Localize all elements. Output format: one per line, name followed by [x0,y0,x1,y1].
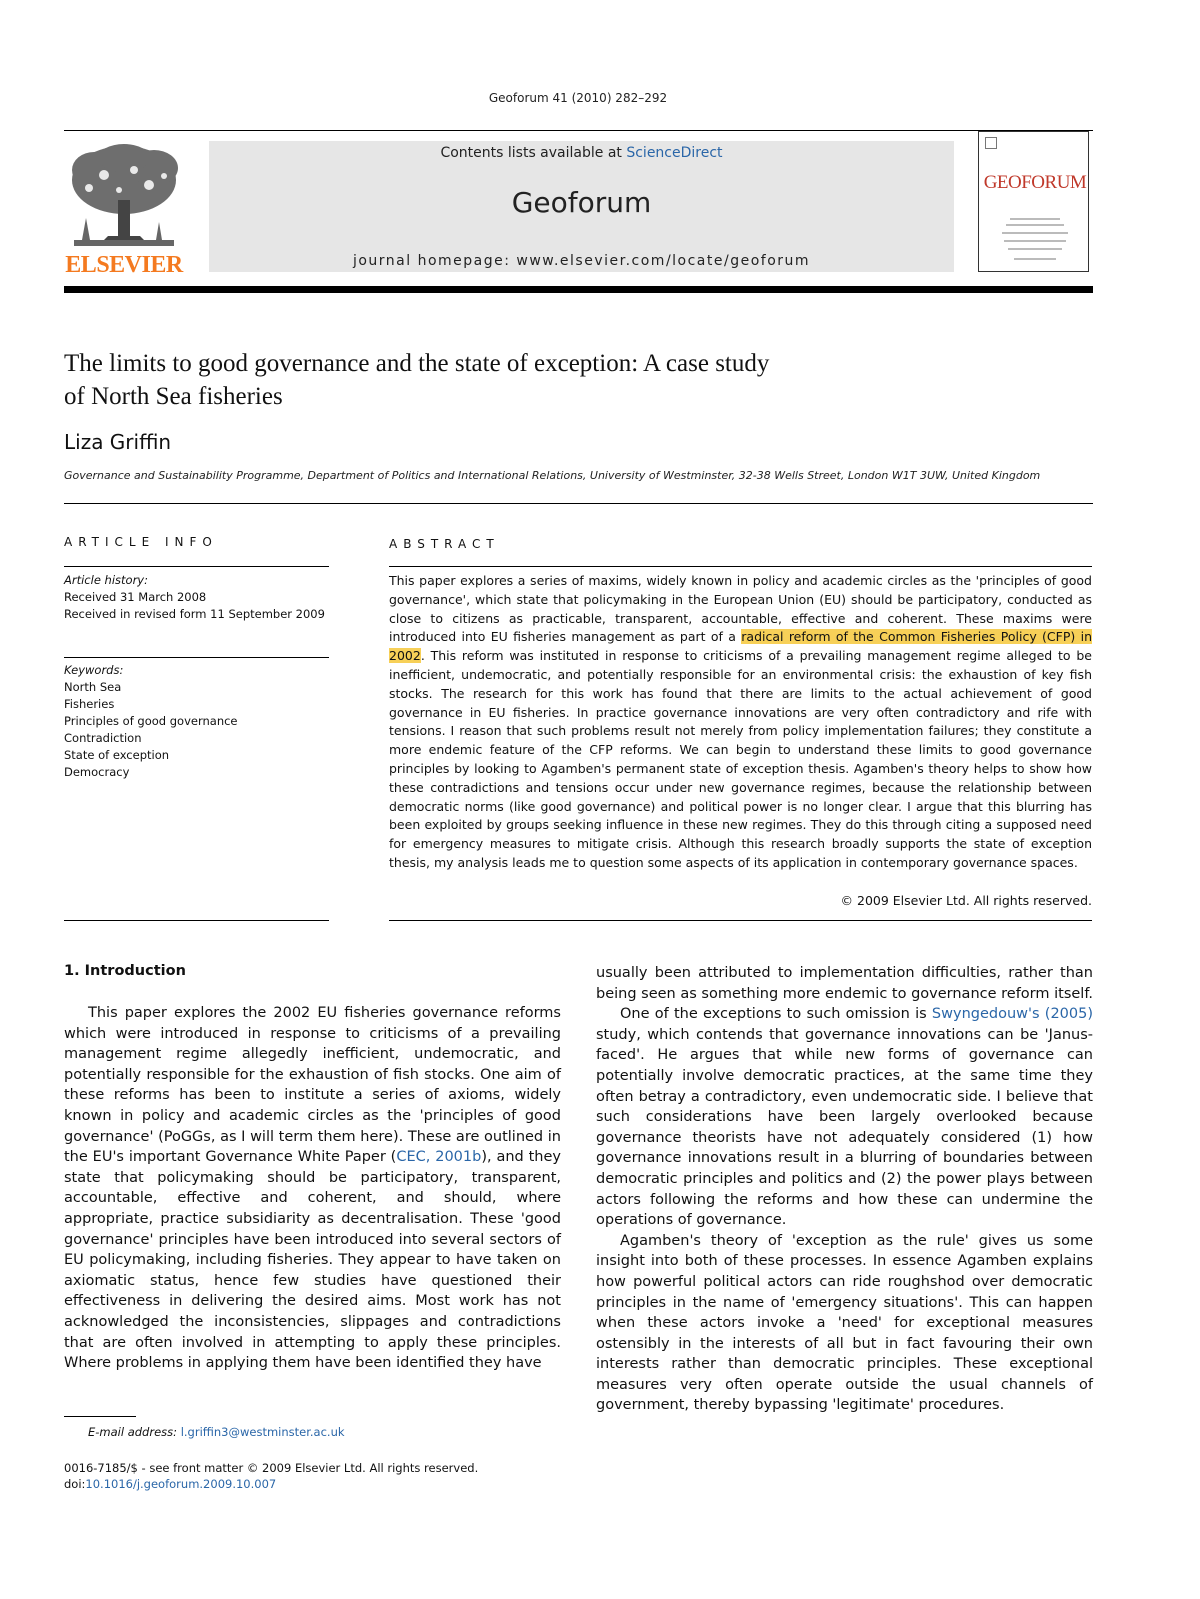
cover-text-line [1006,224,1064,226]
article-title-line: of North Sea fisheries [64,383,283,410]
article-info-bottom-rule [64,920,329,921]
keywords-rule [64,657,329,658]
keyword-item: North Sea [64,680,122,694]
abstract-highlight[interactable]: radical reform of the Common Fisheries Policy (CFP) in 2002 [389,629,1092,664]
article-info-rule [64,566,329,567]
body-paragraph: Agamben's theory of 'exception as the rule' gives us some insight into both of these processes. In essence Agamben explains how powerful political actors can ride roughshod over democratic principles in the name of 'emergency situations'. This can happen when these actors invoke a 'need' for exceptional measures ostensibly in the interests of all but in fact favouring their own interests rather than democratic principles. These exceptional measures very often operate outside the usual channels of government, thereby bypassing 'legitimate' procedures. [596,1232,1093,1414]
cover-text-line [1014,258,1056,260]
body-paragraph [64,1003,561,1374]
contents-available-line [209,145,954,161]
abstract-rule [389,566,1092,567]
journal-homepage[interactable]: journal homepage: www.elsevier.com/locate/geoforum [352,253,811,269]
cover-text-line [1008,248,1062,250]
author-affiliation: Governance and Sustainability Programme, Department of Politics and International Relations, University of Westminster, 32-38 Wells Street, London W1T 3UW, United Kingdom [64,469,1041,482]
abstract-text-part: This paper explores a series of maxims, widely known in policy and academic circles as the 'principles of good governance', which state that policymaking in the European Union (EU) should be participatory, conducted as close to citizens as practicable, transparent, accountable, effective and coherent. These maxims were introduced into EU fisheries management as part of a [389,573,1092,645]
doi-line [64,1477,276,1491]
abstract-heading: ABSTRACT [389,537,500,551]
cover-text-line [1002,232,1068,234]
email-label: E-mail address: [88,1425,178,1439]
citation-link-swyngedouw[interactable]: Swyngedouw's (2005) [931,1006,1094,1023]
keyword-item: Democracy [64,765,130,779]
author-email-footnote [88,1425,345,1439]
top-rule [64,130,1093,131]
keywords-label: Keywords: [64,663,124,677]
body-paragraph [596,1004,1093,1231]
citation-link-cec[interactable]: CEC, 2001b [396,1149,482,1166]
article-history [64,572,339,623]
paragraph-text: ), and they state that policymaking should be participatory, transparent, accountable, effective and coherent, and should, where appropriate, practice subsidiarity as decentralisation. These 'good governance' principles have been introduced into several sectors of EU policymaking, including fisheries. They appear to have taken on axiomatic status, hence few studies have questioned their effectiveness in delivering the desired aims. Most work has not acknowledged the inconsistencies, slippages and contradictions that are often involved in attempting to apply these principles. Where problems in applying them have been identified they have [64,1149,561,1372]
cover-text-line [1004,240,1066,242]
article-author: Liza Griffin [64,430,172,454]
journal-name: Geoforum [511,186,652,219]
author-email-link[interactable]: l.griffin3@westminster.ac.uk [180,1425,345,1439]
contents-prefix: Contents lists available at [440,145,627,161]
article-info-heading: ARTICLE INFO [64,535,218,549]
introduction-heading: 1. Introduction [64,963,186,979]
paragraph-text: This paper explores the 2002 EU fisheries governance reforms which were introduced in response to criticisms of a prevailing management regime allegedly inefficient, undemocratic, and potentially responsible for the exhaustion of fish stocks. One aim of these reforms has been to institute a series of axioms, widely known in policy and academic circles as the 'principles of good governance' (PoGGs, as I will term them here). These are outlined in the EU's important Governance White Paper ( [64,1005,561,1166]
doi-link[interactable]: 10.1016/j.geoforum.2009.10.007 [85,1477,277,1491]
paragraph-text: study, which contends that governance innovations can be 'Janus-faced'. He argues that while new forms of governance can potentially involve democratic practices, at the same time they often betray a contradictory, even undemocratic side. I believe that such considerations have been largely overlooked because governance theorists have not adequately considered (1) how governance innovations result in a blurring of boundaries between democratic principles and politics and (2) the power plays between actors following the reforms and how these can undermine the operations of governance. [596,1026,1093,1229]
paragraph-text: One of the exceptions to such omission is [620,1006,932,1023]
article-title [64,347,1024,413]
elsevier-wordmark: ELSEVIER [65,252,183,278]
keywords-list [64,662,339,781]
body-column-right [596,963,1093,1416]
keyword-item: Contradiction [64,731,142,745]
body-paragraph-continued: usually been attributed to implementation difficulties, rather than being seen as something more endemic to governance reform itself. [596,965,1093,1002]
article-title-line: The limits to good governance and the state of exception: A case study [64,350,770,377]
keyword-item: Fisheries [64,697,115,711]
revised-date: Received in revised form 11 September 2009 [64,607,325,621]
journal-citation: Geoforum 41 (2010) 282–292 [488,91,668,105]
doi-label: doi: [64,1477,86,1491]
abstract-bottom-rule [389,920,1092,921]
abstract-text [389,572,1092,873]
received-date: Received 31 March 2008 [64,590,207,604]
front-matter-note: 0016-7185/$ - see front matter © 2009 Elsevier Ltd. All rights reserved. [64,1461,479,1475]
header-thick-rule [64,286,1093,293]
abstract-copyright: © 2009 Elsevier Ltd. All rights reserved. [840,893,1092,908]
history-label: Article history: [64,573,148,587]
journal-cover-thumbnail [978,131,1089,272]
keyword-item: Principles of good governance [64,714,238,728]
affiliation-rule [64,503,1093,504]
keyword-item: State of exception [64,748,170,762]
abstract-text-part: . This reform was instituted in response to criticisms of a prevailing management regime alleged to be inefficient, undemocratic, and potentially responsible for an environmental crisis: the exhaustion of key fish stocks. The research for this work has found that there are limits to the actual achievement of good governance in EU fisheries. In practice governance innovations are very often contradictory and rife with tensions. I reason that such problems result not merely from policy implementation failures; they constitute a more endemic feature of the CFP reforms. We can begin to understand these limits to good governance principles by looking to Agamben's permanent state of exception thesis. Agamben's theory helps to show how these contradictions and tensions occur under new governance regimes, because the relationship between democratic norms (like good governance) and political power is no longer clear. I argue that this blurring has been exploited by groups seeking influence in these new regimes. They do this through citing a supposed need for emergency measures to mitigate crisis. Although this research broadly supports the state of exception thesis, my analysis leads me to question some aspects of its application in contemporary governance spaces. [389,648,1092,870]
sciencedirect-link[interactable]: ScienceDirect [626,145,723,161]
body-column-left [64,1003,561,1374]
cover-title: GEOFORUM [983,172,1087,193]
cover-text-line [1010,218,1060,220]
footnote-rule [64,1416,136,1417]
cover-logo-icon [985,137,997,149]
